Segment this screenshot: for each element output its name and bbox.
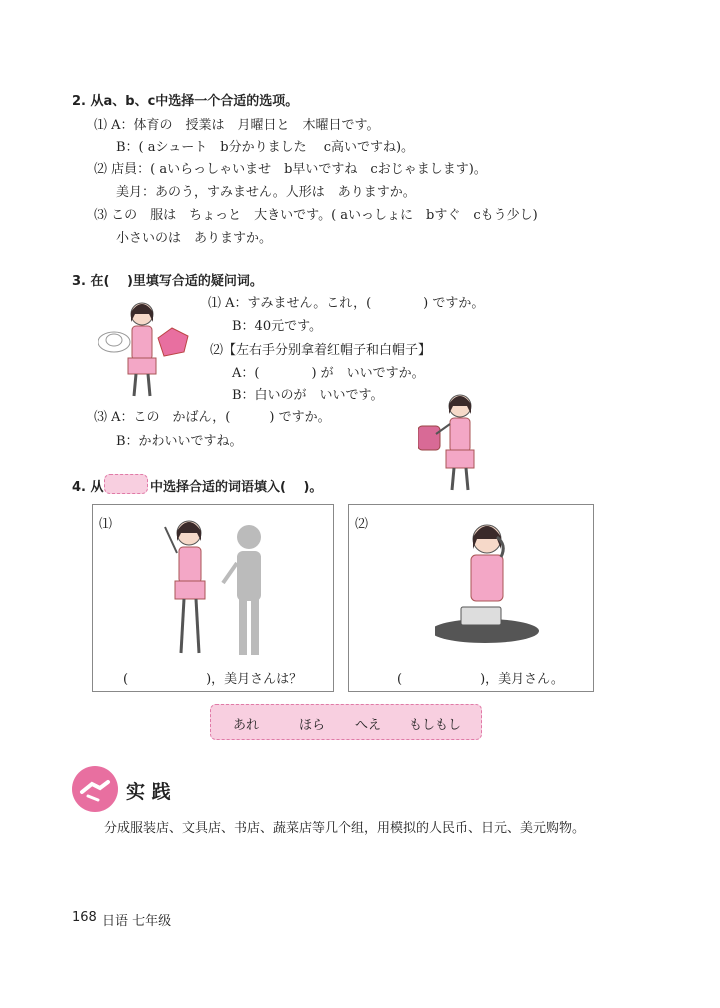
panel-caption: ( )，美月さんは？ [123, 672, 303, 687]
q4-title-suffix: 中选择合适的词语填入( )。 [150, 480, 323, 495]
girl-with-bag-illustration [418, 392, 488, 494]
word-choice: あれ [233, 718, 260, 733]
panel-caption: ( )，美月さん。 [397, 672, 564, 687]
word-choice: へえ [355, 718, 382, 733]
practice-text: 分成服装店、文具店、书店、蔬菜店等几个组，用模拟的人民币、日元、美元购物。 [104, 821, 586, 836]
girl-with-hats-illustration [98, 298, 190, 402]
q2-line: 美月：あのう，すみません。人形は ありますか。 [116, 185, 416, 200]
q2-line: ⑴ A：体育の 授業は 月曜日と 木曜日です。 [94, 118, 380, 133]
q3-line: B：かわいいですね。 [116, 434, 243, 449]
q2-line: B：( aシュート b分かりました c高いですね)。 [116, 140, 415, 155]
word-box-mini [104, 474, 148, 494]
practice-heading: 实 践 [126, 781, 171, 803]
page-number: 168 [72, 910, 97, 925]
q3-line: ⑶ A：この かばん，( ) ですか。 [94, 410, 331, 425]
girl-on-phone-illustration [435, 517, 545, 647]
q3-line: B：白いのが いいです。 [232, 388, 384, 403]
girl-pointing-illustration [155, 513, 275, 663]
panel-1 [92, 504, 334, 692]
word-choice: ほら [299, 718, 326, 733]
panel-number: ⑴ [99, 517, 113, 532]
q3-line: B：40元です。 [232, 319, 323, 334]
q3-line: A：( ) が いいですか。 [232, 366, 425, 381]
q2-line: 小さいのは ありますか。 [116, 231, 273, 246]
panel-number: ⑵ [355, 517, 369, 532]
q3-line: ⑴ A：すみません。これ，( ) ですか。 [208, 296, 485, 311]
q4-title-prefix: 4. 从 [72, 480, 104, 495]
panel-2 [348, 504, 594, 692]
q3-title: 3. 在( )里填写合适的疑问词。 [72, 274, 263, 289]
word-choices-box [210, 704, 482, 740]
handshake-icon [72, 766, 118, 812]
q2-line: ⑶ この 服は ちょっと 大きいです。( aいっしょに bすぐ cもう少し) [94, 208, 538, 223]
word-choice: もしもし [409, 718, 462, 733]
q3-line: ⑵【左右手分别拿着红帽子和白帽子】 [210, 343, 432, 358]
q2-title: 2. 从a、b、c中选择一个合适的选项。 [72, 94, 299, 109]
q2-line: ⑵ 店員：( aいらっしゃいませ b早いですね cおじゃまします)。 [94, 162, 487, 177]
book-title: 日语 七年级 [102, 914, 172, 929]
